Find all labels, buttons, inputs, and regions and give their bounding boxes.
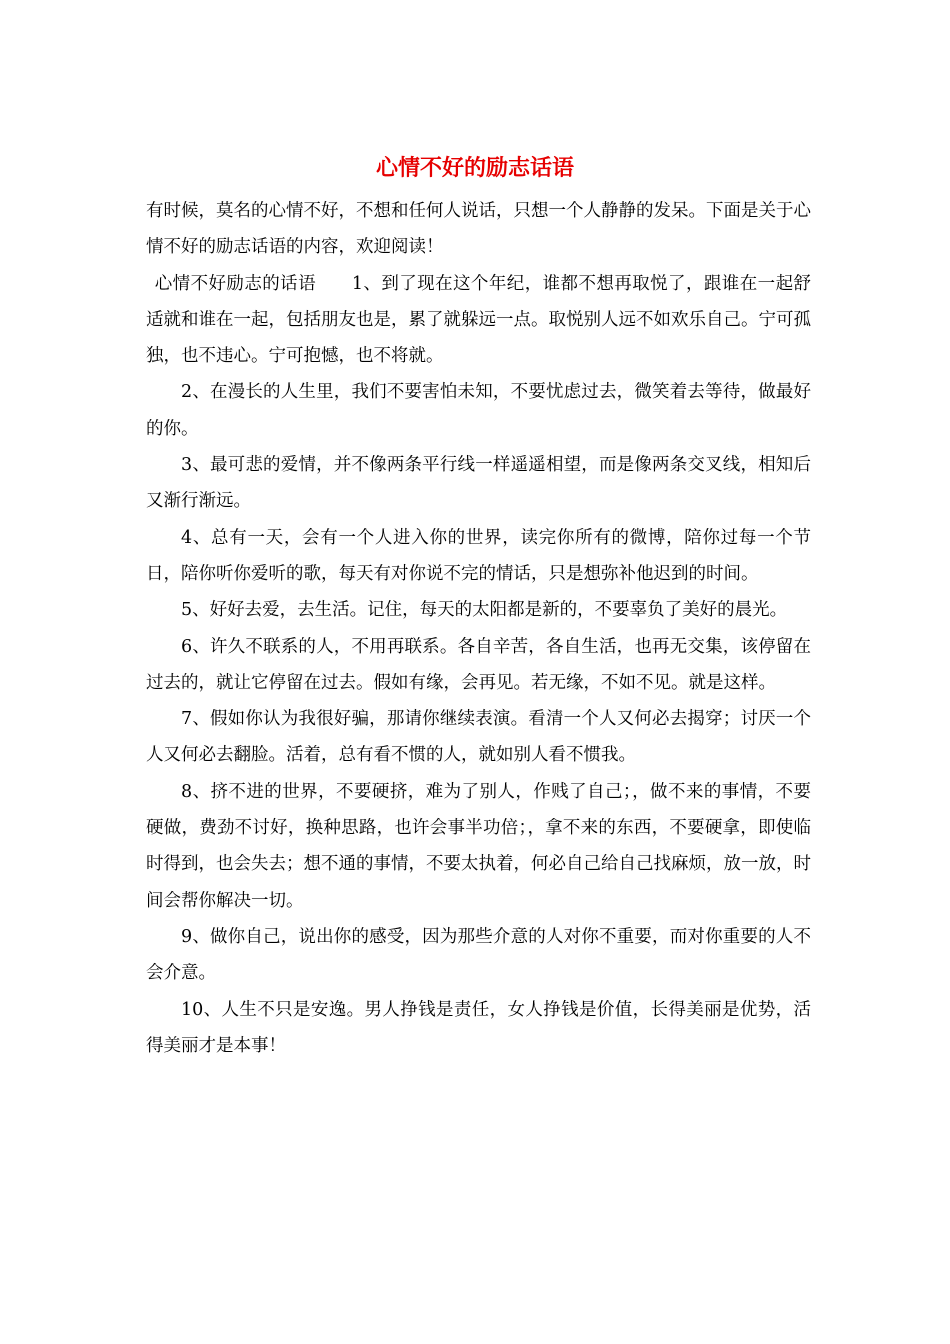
document-body	[146, 193, 811, 1064]
paragraph-8: 8、挤不进的世界，不要硬挤，难为了别人，作贱了自己；，做不来的事情，不要硬做，费劲不讨好，换种思路，也许会事半功倍；，拿不来的东西，不要硬拿，即使临时得到，也会失去；想不通的事情，不要太执着，何必自己给自己找麻烦，放一放，时间会帮你解决一切。	[146, 781, 811, 911]
paragraph-6: 6、许久不联系的人，不用再联系。各自辛苦，各自生活，也再无交集，该停留在过去的，就让它停留在过去。假如有缘，会再见。若无缘，不如不见。就是这样。	[146, 636, 811, 693]
paragraph-4: 4、总有一天，会有一个人进入你的世界，读完你所有的微博，陪你过每一个节日，陪你听你爱听的歌，每天有对你说不完的情话，只是想弥补他迟到的时间。	[146, 527, 811, 584]
paragraph-7: 7、假如你认为我很好骗，那请你继续表演。看清一个人又何必去揭穿；讨厌一个人又何必去翻脸。活着，总有看不惯的人，就如别人看不惯我。	[146, 709, 811, 766]
document-title: 心情不好的励志话语	[375, 155, 574, 181]
paragraph-2: 2、在漫长的人生里，我们不要害怕未知，不要忧虑过去，微笑着去等待，做最好的你。	[146, 382, 811, 439]
paragraph-10: 10、人生不只是安逸。男人挣钱是责任，女人挣钱是价值，长得美丽是优势，活得美丽才是本事！	[146, 999, 811, 1056]
paragraph-9: 9、做你自己，说出你的感受，因为那些介意的人对你不重要，而对你重要的人不会介意。	[146, 926, 811, 984]
intro-paragraph: 有时候，莫名的心情不好，不想和任何人说话，只想一个人静静的发呆。下面是关于心情不好的励志话语的内容，欢迎阅读！	[146, 201, 811, 258]
paragraph-5: 5、好好去爱，去生活。记住，每天的太阳都是新的，不要辜负了美好的晨光。	[181, 600, 788, 621]
paragraph-1: 心情不好励志的话语 1、到了现在这个年纪，谁都不想再取悦了，跟谁在一起舒适就和谁在一起，包括朋友也是，累了就躲远一点。取悦别人远不如欢乐自己。宁可孤独，也不违心。宁可抱憾，也不将就。	[146, 273, 811, 367]
paragraph-3: 3、最可悲的爱情，并不像两条平行线一样遥遥相望，而是像两条交叉线，相知后又渐行渐远。	[146, 455, 811, 512]
